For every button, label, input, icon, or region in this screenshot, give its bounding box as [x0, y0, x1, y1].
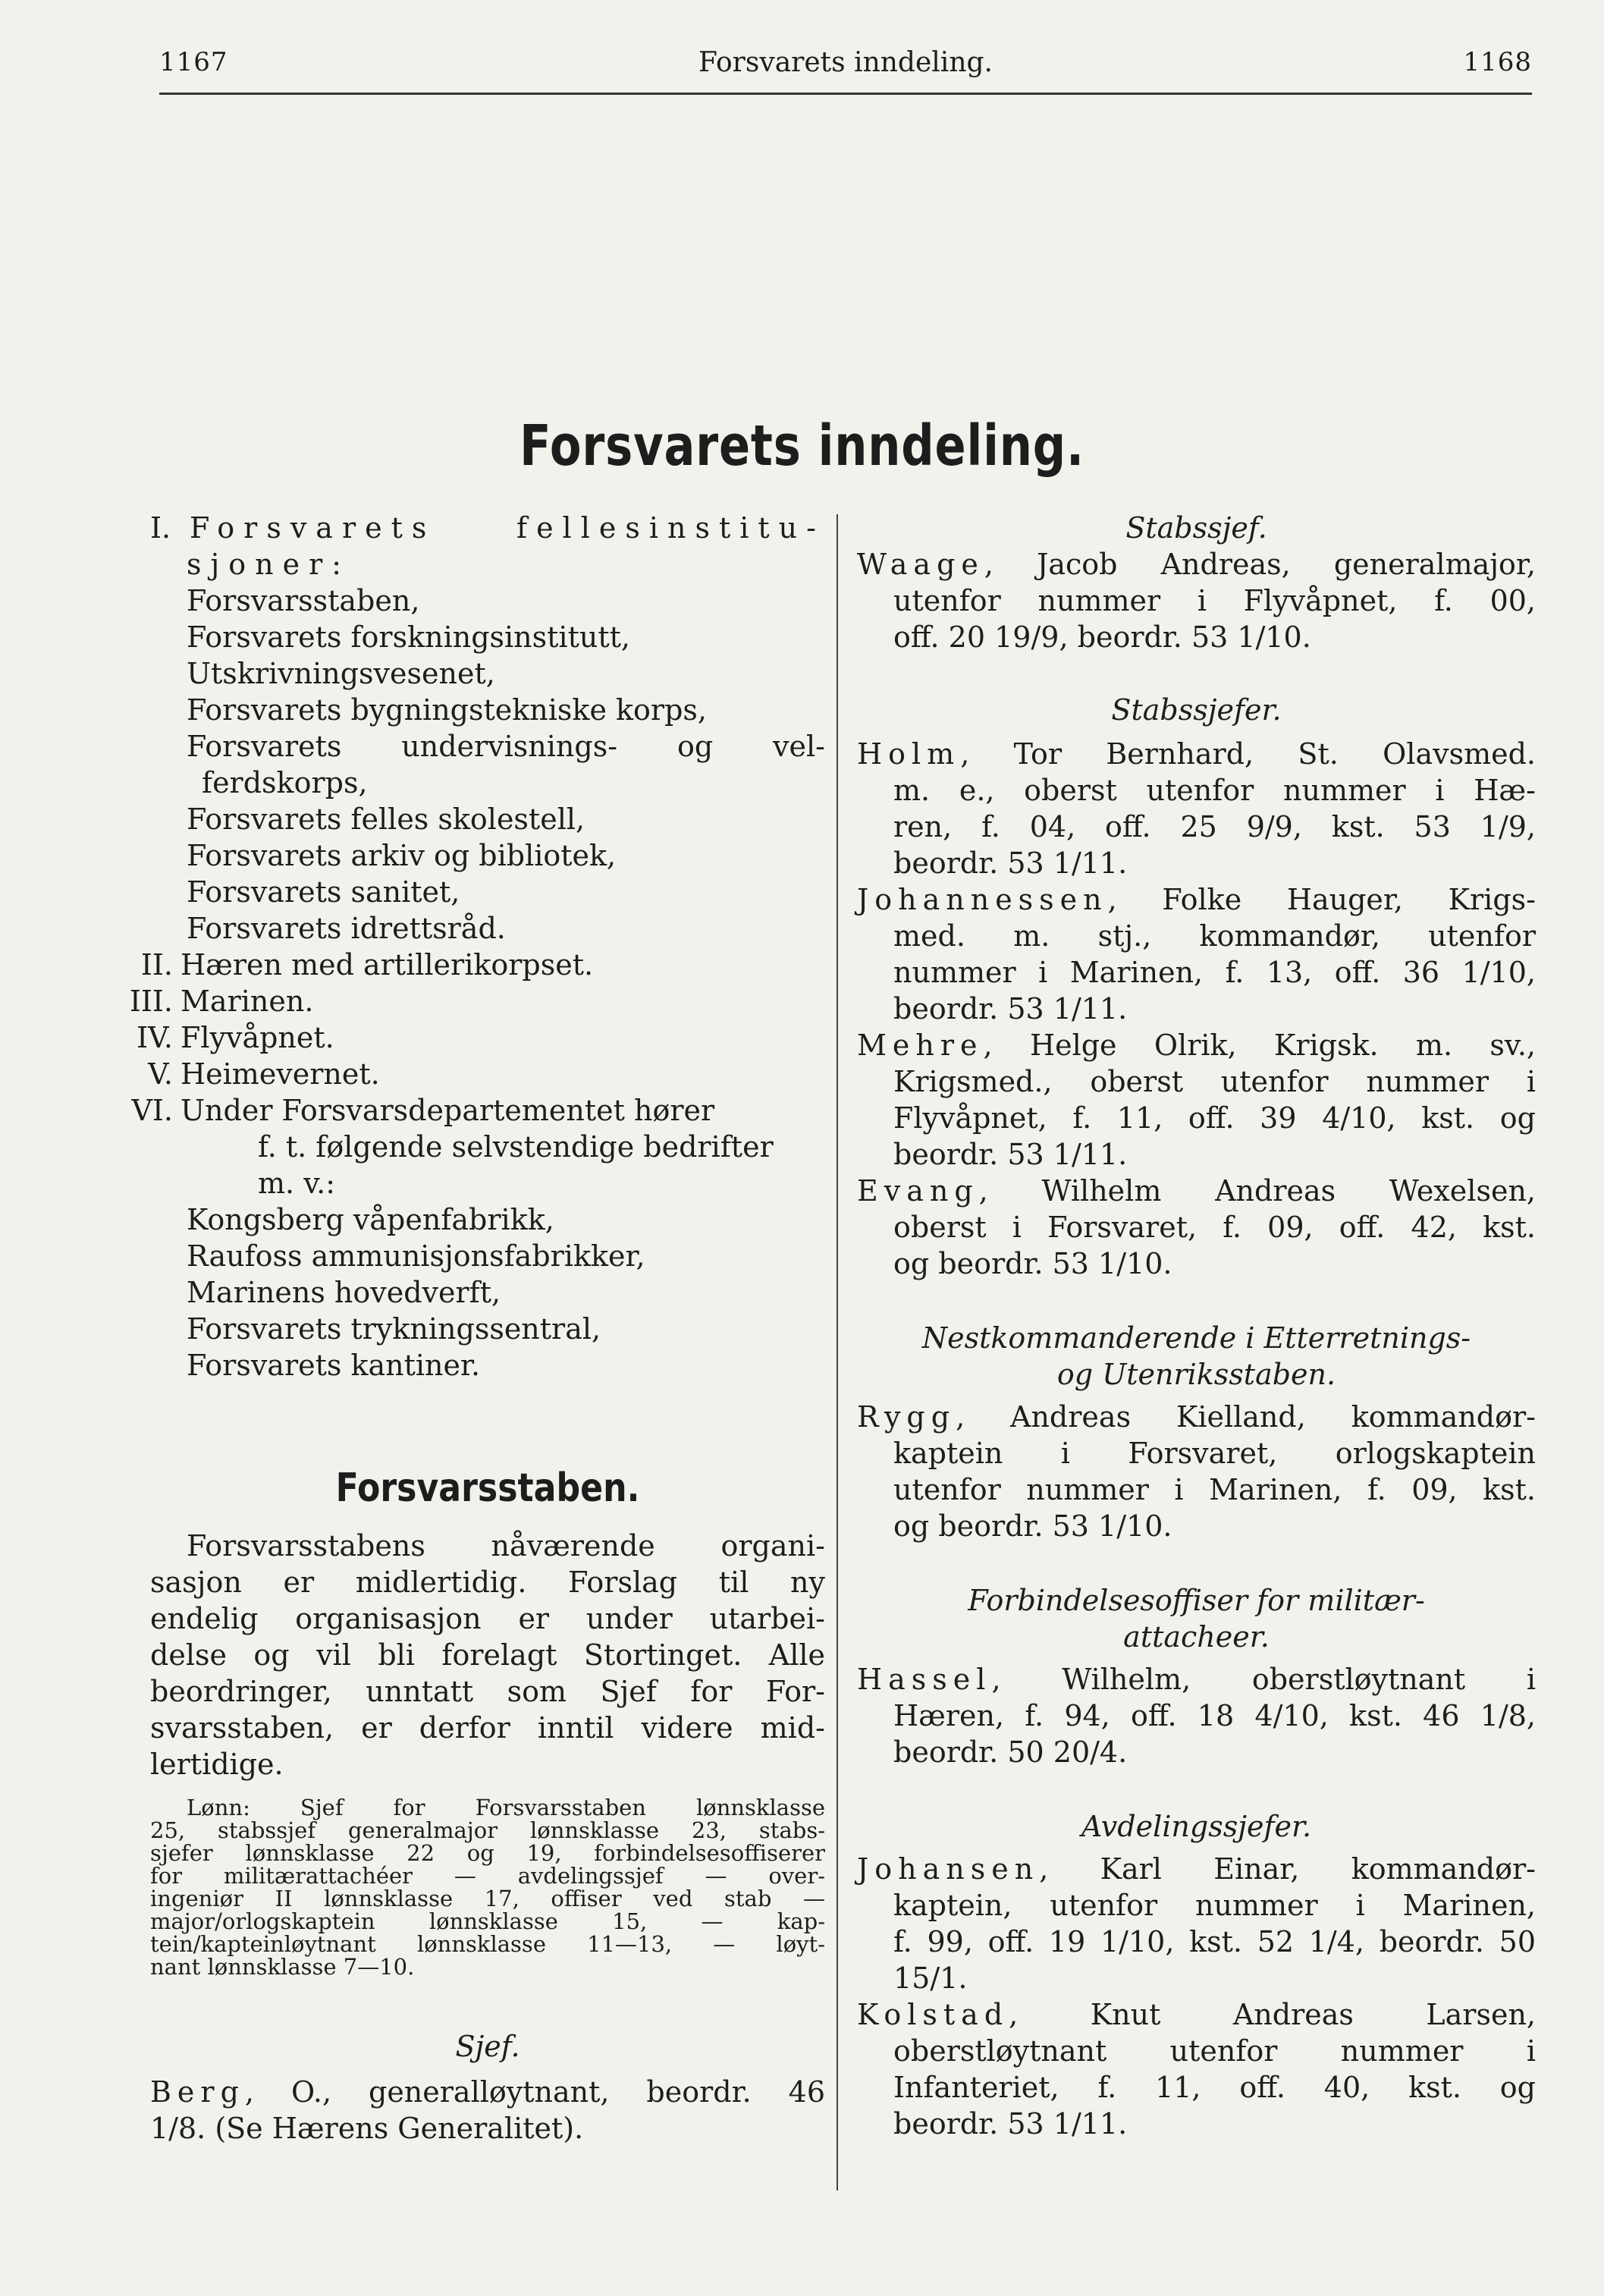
right-column: [857, 510, 1536, 2142]
numbered-item-cont: f. t. følgende selvstendige bedrifter: [258, 1130, 774, 1164]
person-entry-cont: Flyvåpnet, f. 11, off. 39 4/10, kst. og: [893, 1101, 1536, 1135]
person-entry-cont: beordr. 53 1/11.: [893, 992, 1128, 1026]
person-entry-cont: m. e., oberst utenfor nummer i Hæ-: [893, 774, 1536, 807]
salary-note-line: ingeniør II lønnsklasse 17, offiser ved stab —: [150, 1886, 825, 1911]
person-entry-cont: oberst i Forsvaret, f. 09, off. 42, kst.: [893, 1211, 1536, 1244]
list-item: Forsvarets felles skolestell,: [187, 803, 585, 836]
salary-note-line: sjefer lønnsklasse 22 og 19, forbindelsesoffiserer: [150, 1840, 825, 1866]
numbered-item: V. Heimevernet.: [148, 1057, 380, 1091]
section-heading: I. Forsvarets fellesinstitu-: [150, 511, 825, 545]
running-header: [159, 47, 1532, 95]
person-entry-cont: Hæren, f. 94, off. 18 4/10, kst. 46 1/8,: [893, 1699, 1537, 1732]
salary-note-line: for militærattachéer — avdelingssjef — over-: [150, 1863, 825, 1889]
person-entry: Johannessen, Folke Hauger, Krigs-: [857, 883, 1536, 916]
person-entry-cont: oberstløytnant utenfor nummer i: [893, 2034, 1536, 2068]
salary-note-line: Lønn: Sjef for Forsvarsstaben lønnsklasse: [187, 1795, 825, 1820]
person-entry-cont: ren, f. 04, off. 25 9/9, kst. 53 1/9,: [893, 810, 1537, 843]
person-entry-cont: beordr. 53 1/11.: [893, 846, 1128, 880]
person-entry-cont: Krigsmed., oberst utenfor nummer i: [893, 1065, 1536, 1098]
person-entry: Berg, O., generalløytnant, beordr. 46: [150, 2075, 825, 2109]
paragraph-line: beordringer, unntatt som Sjef for For-: [150, 1675, 825, 1708]
list-item: Forsvarets trykningssentral,: [187, 1312, 601, 1346]
person-entry: Johansen, Karl Einar, kommandør-: [857, 1852, 1536, 1886]
numbered-item: III. Marinen.: [129, 985, 314, 1018]
person-entry-cont: off. 20 19/9, beordr. 53 1/10.: [893, 620, 1311, 654]
page-number-right: 1168: [1463, 47, 1532, 77]
person-entry-cont: f. 99, off. 19 1/10, kst. 52 1/4, beordr. 50: [893, 1925, 1536, 1958]
person-entry-cont: beordr. 53 1/11.: [893, 2107, 1128, 2141]
person-entry-cont: Infanteriet, f. 11, off. 40, kst. og: [893, 2071, 1536, 2104]
salary-note-line: 25, stabssjef generalmajor lønnsklasse 23, stabs-: [150, 1817, 825, 1843]
list-item: Forsvarsstaben,: [187, 584, 420, 617]
subheading: Forbindelsesoffiser for militær-: [968, 1584, 1425, 1617]
person-entry: Evang, Wilhelm Andreas Wexelsen,: [857, 1174, 1536, 1208]
numbered-item: IV. Flyvåpnet.: [137, 1021, 334, 1054]
person-entry-cont: kaptein i Forsvaret, orlogskaptein: [893, 1437, 1536, 1470]
subheading: Sjef.: [455, 2030, 520, 2063]
salary-note-line: major/orlogskaptein lønnsklasse 15, — kap-: [150, 1908, 825, 1934]
person-entry-cont: 1/8. (Se Hærens Generalitet).: [150, 2112, 584, 2145]
person-entry-cont: kaptein, utenfor nummer i Marinen,: [893, 1889, 1536, 1922]
list-item: Forsvarets bygningstekniske korps,: [187, 693, 707, 727]
person-entry-cont: utenfor nummer i Marinen, f. 09, kst.: [893, 1473, 1536, 1506]
list-item: ferdskorps,: [202, 766, 368, 799]
list-item: Forsvarets idrettsråd.: [187, 912, 506, 945]
page-title: Forsvarets inndeling.: [519, 413, 1085, 479]
left-column: [129, 510, 825, 2147]
list-item: Raufoss ammunisjonsfabrikker,: [187, 1239, 645, 1273]
numbered-item-cont: m. v.:: [258, 1167, 336, 1200]
subheading: Nestkommanderende i Etterretnings-: [921, 1321, 1471, 1355]
person-entry-cont: og beordr. 53 1/10.: [893, 1247, 1172, 1280]
column-divider: [837, 514, 838, 2191]
list-item: Kongsberg våpenfabrikk,: [187, 1203, 554, 1236]
salary-note-line: nant lønnsklasse 7—10.: [150, 1954, 415, 1980]
numbered-item: VI. Under Forsvarsdepartementet hører: [131, 1094, 715, 1127]
list-item: Forsvarets forskningsinstitutt,: [187, 620, 630, 654]
salary-note-line: tein/kapteinløytnant lønnsklasse 11—13, — løyt-: [150, 1931, 825, 1957]
person-entry-cont: beordr. 53 1/11.: [893, 1138, 1128, 1171]
paragraph-line: svarsstaben, er derfor inntil videre mid-: [150, 1711, 825, 1745]
list-item: Forsvarets kantiner.: [187, 1349, 481, 1382]
subheading: Stabssjefer.: [1111, 693, 1282, 727]
person-entry-cont: utenfor nummer i Flyvåpnet, f. 00,: [893, 584, 1536, 617]
person-entry: Waage, Jacob Andreas, generalmajor,: [857, 548, 1536, 581]
list-item: Forsvarets sanitet,: [187, 875, 460, 909]
subheading: Avdelingssjefer.: [1081, 1810, 1312, 1843]
numbered-item: II. Hæren med artillerikorpset.: [140, 948, 594, 982]
running-title: Forsvarets inndeling.: [698, 47, 993, 78]
person-entry: Hassel, Wilhelm, oberstløytnant i: [857, 1663, 1536, 1696]
paragraph-line: Forsvarsstabens nåværende organi-: [187, 1529, 825, 1563]
paragraph-line: sasjon er midlertidig. Forslag til ny: [150, 1566, 825, 1599]
person-entry-cont: og beordr. 53 1/10.: [893, 1509, 1172, 1543]
paragraph-line: endelig organisasjon er under utarbei-: [150, 1602, 825, 1635]
person-entry-cont: 15/1.: [893, 1961, 968, 1995]
list-item: Forsvarets undervisnings- og vel-: [187, 730, 825, 763]
person-entry-cont: beordr. 50 20/4.: [893, 1735, 1128, 1769]
person-entry-cont: med. m. stj., kommandør, utenfor: [893, 919, 1536, 953]
section-heading-cont: sjoner:: [187, 548, 351, 581]
paragraph-line: lertidige.: [150, 1748, 284, 1781]
page-number-left: 1167: [159, 47, 228, 77]
subheading: Stabssjef.: [1125, 511, 1267, 545]
subheading: og Utenriksstaben.: [1056, 1358, 1336, 1391]
paragraph-line: delse og vil bli forelagt Stortinget. Alle: [150, 1638, 825, 1672]
person-entry: Holm, Tor Bernhard, St. Olavsmed.: [857, 737, 1536, 771]
person-entry: Kolstad, Knut Andreas Larsen,: [857, 1998, 1536, 2031]
subheading: attacheer.: [1123, 1620, 1270, 1654]
list-item: Forsvarets arkiv og bibliotek,: [187, 839, 617, 872]
person-entry: Rygg, Andreas Kielland, kommandør-: [857, 1400, 1536, 1434]
section-title: Forsvarsstaben.: [335, 1465, 640, 1511]
list-item: Marinens hovedverft,: [187, 1276, 501, 1309]
list-item: Utskrivningsvesenet,: [187, 657, 495, 690]
person-entry: Mehre, Helge Olrik, Krigsk. m. sv.,: [857, 1029, 1536, 1062]
person-entry-cont: nummer i Marinen, f. 13, off. 36 1/10,: [893, 956, 1536, 989]
